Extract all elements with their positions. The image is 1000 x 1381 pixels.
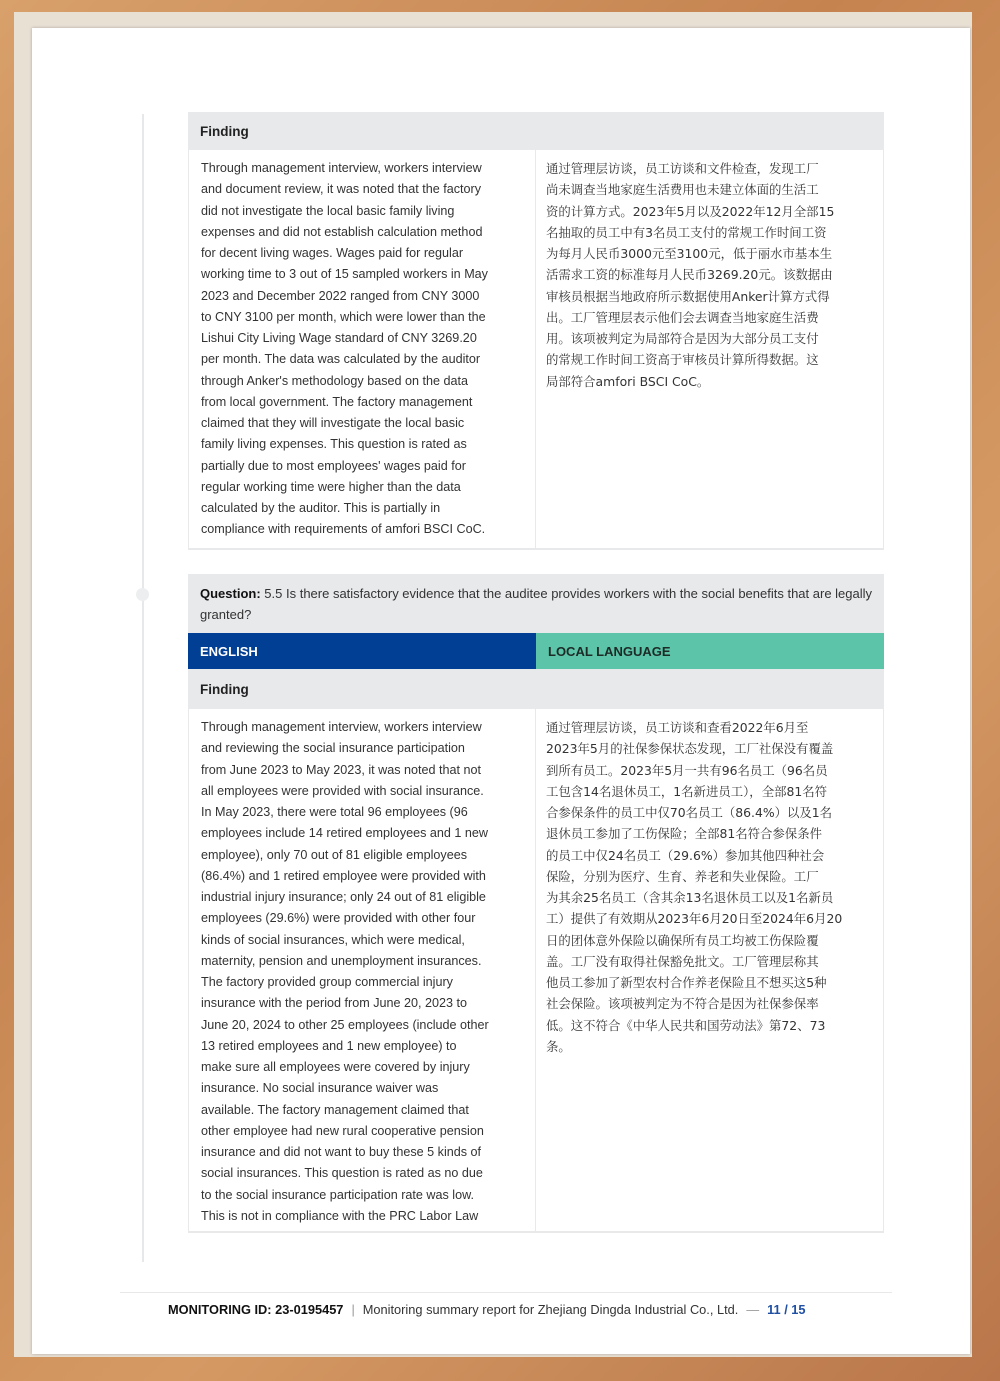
text-line: insurance with the period from June 20, 2023 to [201, 996, 468, 1011]
text-line: employees (29.6%) were provided with other four [201, 911, 476, 926]
text-line: 用。该项被判定为局部符合是因为大部分员工支付 [546, 331, 819, 346]
question-text: 5.5 Is there satisfactory evidence that the auditee provides workers with the social benefits that are legally granted? [200, 586, 873, 622]
text-line: 2023 and December 2022 ranged from CNY 3000 [201, 288, 480, 303]
page-footer [168, 1302, 884, 1317]
finding-header [188, 112, 884, 150]
text-line: 通过管理层访谈，员工访谈和查看2022年6月至 [546, 720, 809, 735]
text-line: 到所有员工。2023年5月一共有96名员工（96名员 [546, 762, 828, 778]
language-header-bar [188, 633, 884, 669]
text-line: from local government. The factory management [201, 394, 473, 409]
text-line: The factory provided group commercial injury [201, 975, 453, 989]
text-line: 为其余25名员工（含其余13名退休员工以及1名新员 [546, 890, 834, 905]
text-line: and document review, it was noted that the factory [201, 182, 482, 197]
text-line: from June 2023 to May 2023, it was noted that not [201, 762, 482, 777]
finding-block-1 [188, 112, 884, 550]
text-line: Through management interview, workers interview [201, 161, 482, 175]
text-line: per month. The data was calculated by the auditor [201, 352, 481, 367]
text-line: employee), only 70 out of 81 eligible employees [201, 847, 468, 862]
text-line: 条。 [546, 1038, 571, 1054]
finding-label: Finding [200, 123, 249, 139]
text-line: make sure all employees were covered by injury [201, 1060, 470, 1074]
text-line: 出。工厂管理层表示他们会去调查当地家庭生活费 [546, 309, 819, 325]
text-line: kinds of social insurances, which were medical, [201, 932, 465, 947]
question-block-5-5 [188, 574, 884, 1233]
text-line: 退休员工参加了工伤保险；全部81名符合参保条件 [546, 826, 822, 842]
finding-label: Finding [200, 681, 249, 697]
timeline-dot [136, 588, 149, 601]
text-line: 社会保险。该项被判定为不符合是因为社保参保率 [546, 996, 819, 1012]
text-line: all employees were provided with social insurance. [201, 783, 484, 798]
text-line: This is not in compliance with the PRC Labor Law [201, 1208, 479, 1223]
text-line: claimed that they will investigate the local basic [201, 416, 465, 430]
finding-header [188, 669, 884, 709]
text-line: other employee had new rural cooperative pension [201, 1123, 484, 1138]
text-line: 他员工参加了新型农村合作养老保险且不想买这5种 [546, 975, 827, 990]
finding-local-text [536, 709, 883, 1231]
text-line: expenses and did not establish calculation method [201, 224, 483, 239]
text-line: did not investigate the local basic family living [201, 203, 455, 218]
text-line: 13 retired employees and 1 new employee) to [201, 1038, 457, 1053]
text-line: 合参保条件的员工中仅70名员工（86.4%）以及1名 [546, 805, 833, 820]
text-line: maternity, pension and unemployment insurances. [201, 953, 482, 968]
text-line: Lishui City Living Wage standard of CNY 3269.20 [201, 331, 477, 345]
text-line: through Anker's methodology based on the data [201, 373, 469, 388]
text-line: family living expenses. This question is rated as [201, 437, 467, 452]
timeline-line [142, 114, 144, 1262]
text-line: compliance with requirements of amfori BSCI CoC. [201, 522, 486, 537]
text-line: 低。这不符合《中华人民共和国劳动法》第72、73 [546, 1017, 826, 1033]
text-line: 尚未调查当地家庭生活费用也未建立体面的生活工 [546, 182, 819, 198]
text-line: 的员工中仅24名员工（29.6%）参加其他四种社会 [546, 847, 825, 863]
text-line: In May 2023, there were total 96 employees (96 [201, 805, 468, 819]
text-line: industrial injury insurance; only 24 out of 81 eligible [201, 890, 486, 904]
text-line: for decent living wages. Wages paid for regular [201, 246, 464, 260]
text-line: insurance and did not want to buy these 5 kinds of [201, 1145, 482, 1159]
monitoring-id: MONITORING ID: 23-0195457 [168, 1302, 344, 1317]
footer-dash: — [746, 1302, 760, 1317]
footer-separator: | [351, 1302, 355, 1317]
text-line: 保险，分别为医疗、生育、养老和失业保险。工厂 [546, 868, 819, 884]
text-line: 局部符合amfori BSCI CoC。 [546, 373, 710, 389]
text-line: working time to 3 out of 15 sampled workers in May [201, 267, 488, 282]
text-line: 活需求工资的标准每月人民币3269.20元。该数据由 [546, 267, 833, 283]
text-line: 日的团体意外保险以确保所有员工均被工伤保险覆 [546, 932, 819, 948]
text-line: calculated by the auditor. This is partially in [201, 501, 441, 515]
text-line: 资的计算方式。2023年5月以及2022年12月全部15 [546, 203, 835, 219]
finding-local-text [536, 150, 883, 548]
text-line: 工）提供了有效期从2023年6月20日至2024年6月20 [546, 911, 843, 927]
text-line: 工包含14名退休员工，1名新进员工），全部81名符 [546, 783, 828, 799]
question-header [188, 574, 884, 633]
text-line: June 20, 2024 to other 25 employees (include other [201, 1017, 489, 1032]
finding-english-text [189, 709, 536, 1231]
finding-row [188, 709, 884, 1233]
question-label: Question: [200, 586, 261, 601]
page-number: 11 / 15 [767, 1302, 806, 1317]
text-line: 盖。工厂没有取得社保豁免批文。工厂管理层称其 [546, 953, 819, 969]
text-line: available. The factory management claimed that [201, 1102, 469, 1117]
text-line: social insurances. This question is rated as no due [201, 1166, 483, 1181]
text-line: 审核员根据当地政府所示数据使用Anker计算方式得 [546, 288, 830, 304]
text-line: partially due to most employees' wages paid for [201, 458, 466, 473]
text-line: 通过管理层访谈，员工访谈和文件检查，发现工厂 [546, 161, 819, 176]
text-line: to the social insurance participation rate was low. [201, 1187, 475, 1202]
english-column-header: ENGLISH [188, 633, 536, 669]
local-language-column-header: LOCAL LANGUAGE [536, 633, 884, 669]
text-line: 2023年5月的社保参保状态发现，工厂社保没有覆盖 [546, 741, 834, 757]
text-line: 的常规工作时间工资高于审核员计算所得数据。这 [546, 352, 819, 368]
text-line: to CNY 3100 per month, which were lower than the [201, 309, 486, 324]
text-line: regular working time were higher than the data [201, 479, 461, 494]
text-line: insurance. No social insurance waiver was [201, 1081, 439, 1096]
finding-row [188, 150, 884, 550]
text-line: 名抽取的员工中有3名员工支付的常规工作时间工资 [546, 224, 827, 240]
text-line: (86.4%) and 1 retired employee were provided with [201, 868, 486, 883]
text-line: Through management interview, workers interview [201, 720, 482, 734]
report-title: Monitoring summary report for Zhejiang Dingda Industrial Co., Ltd. [362, 1302, 739, 1317]
text-line: employees include 14 retired employees and 1 new [201, 826, 489, 841]
text-line: and reviewing the social insurance participation [201, 741, 465, 756]
footer-divider [120, 1292, 892, 1293]
finding-english-text [189, 150, 536, 548]
text-line: 为每月人民币3000元至3100元，低于丽水市基本生 [546, 246, 833, 261]
document-page [32, 28, 970, 1354]
